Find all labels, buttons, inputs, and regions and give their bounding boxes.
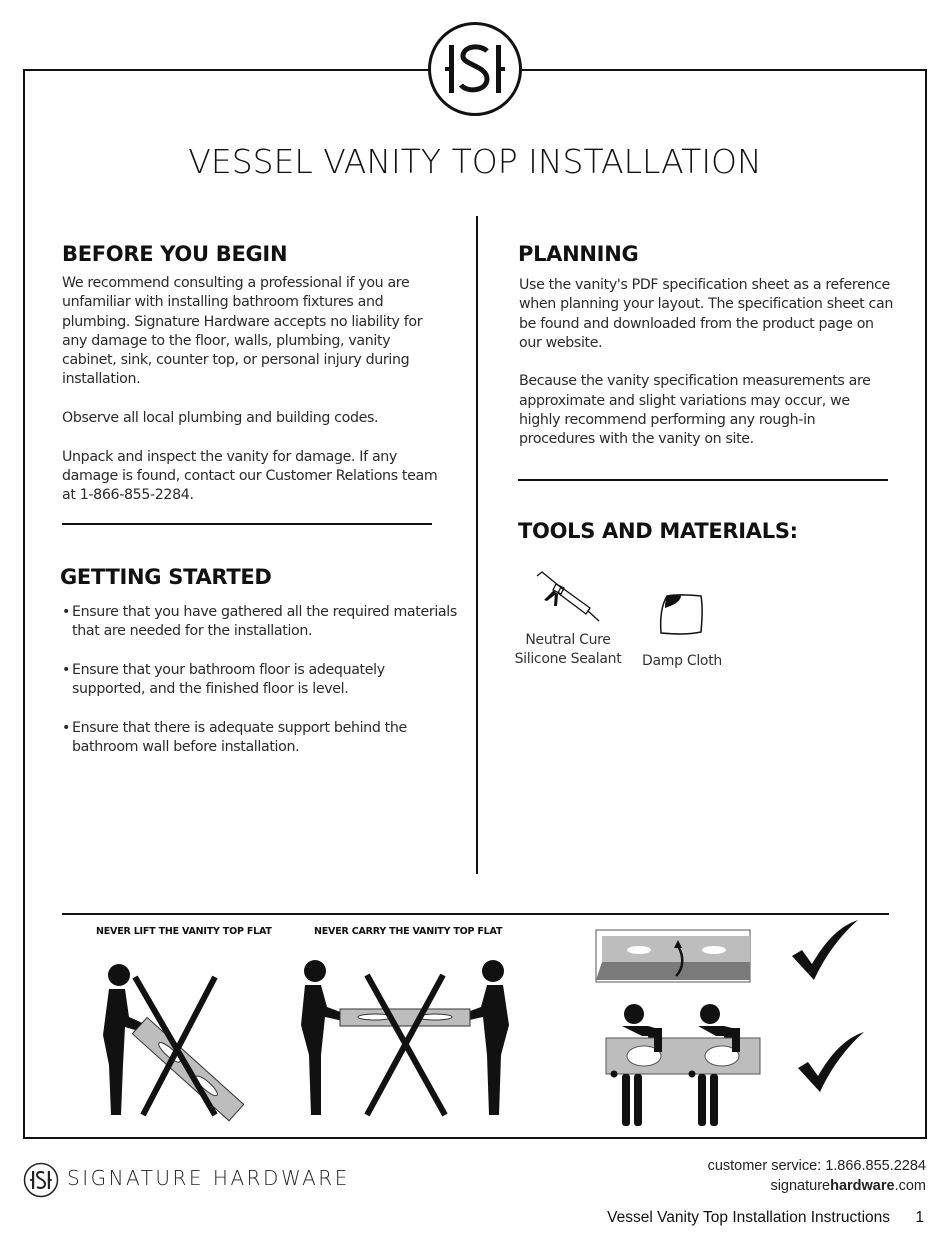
planning-heading: PLANNING xyxy=(518,242,639,266)
tool-label-line: Neutral Cure xyxy=(525,632,611,648)
site-suffix: .com xyxy=(894,1178,926,1194)
section-divider xyxy=(62,523,432,525)
section-divider xyxy=(62,913,889,915)
warning-label-carry: NEVER CARRY THE VANITY TOP FLAT xyxy=(314,926,503,937)
paragraph: Use the vanity's PDF specification sheet as a reference when planning your layout. The specification sheet can be found and downloaded from the product page on our website. xyxy=(519,277,893,351)
before-you-begin-heading: BEFORE YOU BEGIN xyxy=(62,242,288,266)
column-divider xyxy=(476,216,478,874)
list-item xyxy=(62,661,462,700)
warning-label-lift: NEVER LIFT THE VANITY TOP FLAT xyxy=(96,926,272,937)
page-title: VESSEL VANITY TOP INSTALLATION xyxy=(188,142,762,181)
getting-started-list xyxy=(62,603,462,777)
site-bold: hardware xyxy=(830,1178,895,1194)
bullet-icon: • xyxy=(62,604,71,620)
customer-service-phone: customer service: 1.866.855.2284 xyxy=(707,1158,926,1174)
list-item xyxy=(62,719,462,758)
tool-label-cloth: Damp Cloth xyxy=(642,653,722,669)
tool-label-sealant xyxy=(510,631,626,669)
list-item-text: Ensure that you have gathered all the required materials that are needed for the installation. xyxy=(72,604,457,640)
paragraph: We recommend consulting a professional if you are unfamiliar with installing bathroom fixtures and plumbing. Signature Hardware accepts no liability for any damage to the floor, walls, plumbing, vanity cabinet, sink, counter top, or personal injury during installation. xyxy=(62,275,423,388)
tools-heading: TOOLS AND MATERIALS: xyxy=(518,519,798,543)
getting-started-heading: GETTING STARTED xyxy=(60,565,272,589)
footer-logo-icon xyxy=(23,1162,59,1198)
paragraph: Observe all local plumbing and building codes. xyxy=(62,410,379,427)
bullet-icon: • xyxy=(62,719,71,736)
checkmark-icon xyxy=(796,1030,868,1094)
list-item xyxy=(62,603,462,642)
cloth-icon xyxy=(657,592,705,638)
page-number: 1 xyxy=(915,1209,924,1226)
illustration-rotate-top xyxy=(594,926,754,986)
section-divider xyxy=(518,479,888,481)
before-you-begin-text xyxy=(62,274,447,525)
document-footer-title: Vessel Vanity Top Installation Instructions xyxy=(607,1209,890,1226)
website-link[interactable] xyxy=(770,1178,926,1194)
list-item-text: Ensure that your bathroom floor is adequately supported, and the finished floor is level. xyxy=(72,661,385,698)
illustration-never-lift-flat xyxy=(95,955,260,1125)
illustration-carry-upright xyxy=(604,1002,764,1130)
bullet-icon: • xyxy=(62,661,71,678)
footer-brand-name: SIGNATURE HARDWARE xyxy=(67,1166,350,1190)
illustration-never-carry-flat xyxy=(295,955,515,1125)
list-item-text: Ensure that there is adequate support behind the bathroom wall before installation. xyxy=(72,719,407,756)
tool-label-line: Silicone Sealant xyxy=(514,651,622,667)
paragraph: Unpack and inspect the vanity for damage. If any damage is found, contact our Customer Relations team at 1-866-855-2284. xyxy=(62,448,438,504)
site-prefix: signature xyxy=(770,1178,831,1194)
checkmark-icon xyxy=(790,918,862,982)
isi-monogram-icon xyxy=(445,41,505,97)
caulk-gun-icon xyxy=(534,570,604,626)
paragraph: Because the vanity specification measurements are approximate and slight variations may occur, we highly recommend performing any rough-in procedures with the vanity on site. xyxy=(519,373,871,448)
brand-logo xyxy=(428,22,522,116)
planning-text xyxy=(519,276,894,469)
